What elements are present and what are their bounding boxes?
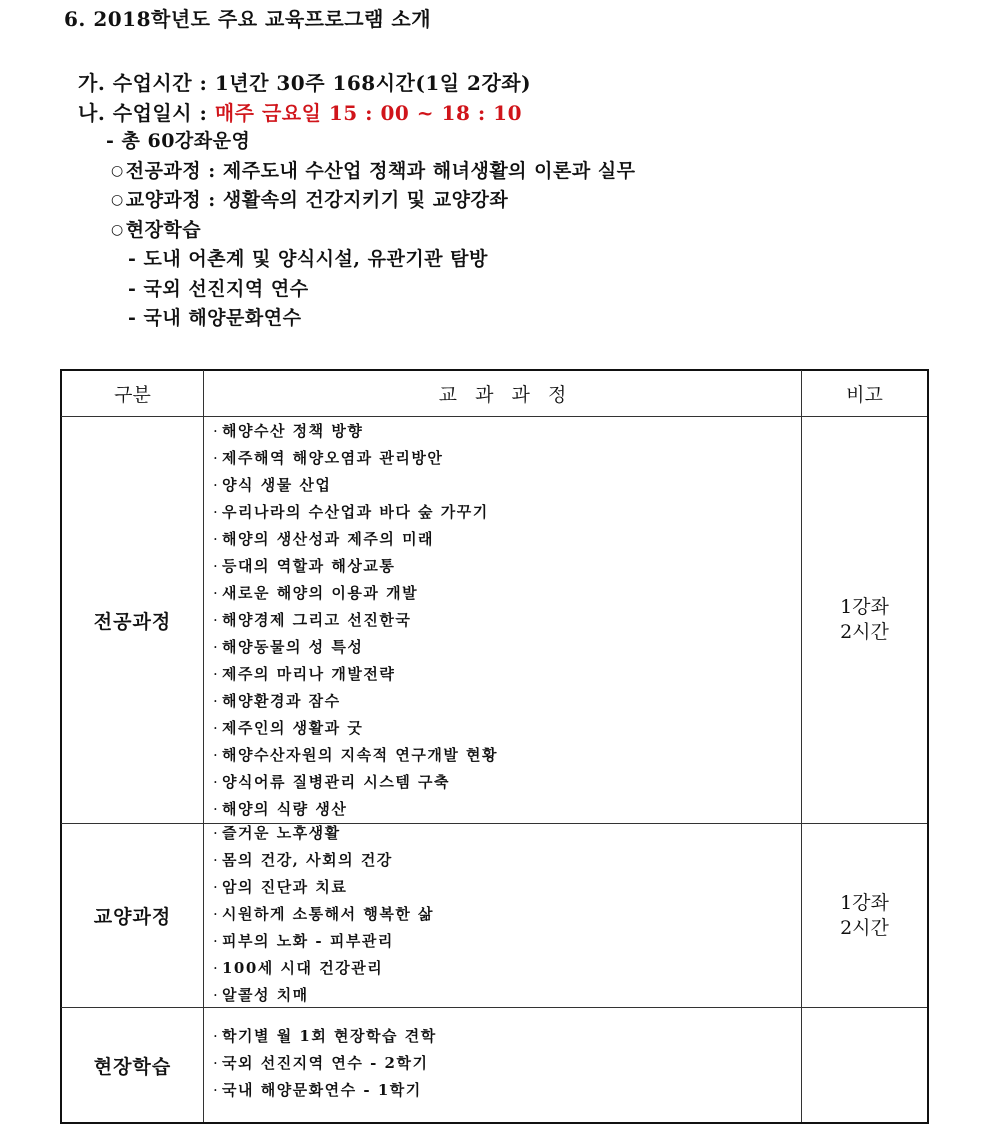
course-item: · 학기별 월 1회 현장학습 견학 <box>213 1023 437 1050</box>
dot-bullet-icon: · <box>213 824 220 842</box>
dot-bullet-icon: · <box>213 665 220 683</box>
course-item: · 해양의 생산성과 제주의 미래 <box>213 526 498 553</box>
class-schedule-label: 나. 수업일시 : <box>78 101 215 125</box>
note-major <box>802 417 927 823</box>
course-list-major <box>213 418 498 823</box>
course-item: · 해양수산 정책 방향 <box>213 418 498 445</box>
dot-bullet-icon: · <box>213 692 220 710</box>
course-item: · 시원하게 소통해서 행복한 삶 <box>213 901 434 928</box>
course-item: · 즐거운 노후생활 <box>213 820 434 847</box>
summary-general-text: 교양과정 : 생활속의 건강지키기 및 교양강좌 <box>125 189 509 211</box>
summary-field-text: 현장학습 <box>125 219 202 241</box>
category-major: 전공과정 <box>93 610 172 633</box>
course-item: · 국외 선진지역 연수 - 2학기 <box>213 1050 437 1077</box>
dot-bullet-icon: · <box>213 530 220 548</box>
dot-bullet-icon: · <box>213 611 220 629</box>
category-field: 현장학습 <box>93 1055 172 1078</box>
circle-bullet-icon: ○ <box>111 192 124 208</box>
course-list-field <box>213 1023 437 1104</box>
course-item: · 국내 해양문화연수 - 1학기 <box>213 1077 437 1104</box>
field-trip-item: - 국내 해양문화연수 <box>128 307 302 329</box>
course-item: · 해양수산자원의 지속적 연구개발 현황 <box>213 742 498 769</box>
circle-bullet-icon: ○ <box>111 222 124 238</box>
dot-bullet-icon: · <box>213 1054 220 1072</box>
header-note: 비고 <box>846 384 883 406</box>
note-lectures: 1강좌 <box>840 596 889 618</box>
header-curriculum: 교 과 과 정 <box>438 384 567 406</box>
dot-bullet-icon: · <box>213 878 220 896</box>
note-lectures: 1강좌 <box>840 891 889 914</box>
note-general <box>802 824 927 1007</box>
summary-field <box>111 215 201 242</box>
dot-bullet-icon: · <box>213 959 220 977</box>
dot-bullet-icon: · <box>213 503 220 521</box>
class-time-label: 가. 수업시간 : <box>78 71 215 95</box>
course-item: · 암의 진단과 치료 <box>213 874 434 901</box>
course-item: · 알콜성 치매 <box>213 982 434 1009</box>
course-item: · 양식어류 질병관리 시스템 구축 <box>213 769 498 796</box>
course-list-general <box>213 820 434 1009</box>
summary-general <box>111 185 508 212</box>
dot-bullet-icon: · <box>213 557 220 575</box>
dot-bullet-icon: · <box>213 638 220 656</box>
dot-bullet-icon: · <box>213 800 220 818</box>
dot-bullet-icon: · <box>213 851 220 869</box>
dot-bullet-icon: · <box>213 932 220 950</box>
course-item: · 피부의 노화 - 피부관리 <box>213 928 434 955</box>
note-hours: 2시간 <box>840 916 889 939</box>
course-item: · 제주해역 해양오염과 관리방안 <box>213 445 498 472</box>
header-category: 구분 <box>114 384 151 406</box>
dot-bullet-icon: · <box>213 773 220 791</box>
note-field <box>802 1008 927 1122</box>
class-schedule-line <box>78 97 522 126</box>
course-item: · 해양환경과 잠수 <box>213 688 498 715</box>
dot-bullet-icon: · <box>213 905 220 923</box>
dot-bullet-icon: · <box>213 986 220 1004</box>
class-time-value: 1년간 30주 168시간(1일 2강좌) <box>214 71 532 95</box>
dot-bullet-icon: · <box>213 1081 220 1099</box>
course-item: · 해양동물의 성 특성 <box>213 634 498 661</box>
dot-bullet-icon: · <box>213 719 220 737</box>
course-item: · 제주의 마리나 개발전략 <box>213 661 498 688</box>
course-item: · 우리나라의 수산업과 바다 숲 가꾸기 <box>213 499 498 526</box>
dot-bullet-icon: · <box>213 746 220 764</box>
note-hours: 2시간 <box>840 621 889 643</box>
course-item: · 몸의 건강, 사회의 건강 <box>213 847 434 874</box>
dot-bullet-icon: · <box>213 1027 220 1045</box>
course-item: · 새로운 해양의 이용과 개발 <box>213 580 498 607</box>
summary-major-text: 전공과정 : 제주도내 수산업 정책과 해녀생활의 이론과 실무 <box>125 160 636 182</box>
class-time-line <box>78 67 531 96</box>
page-title: 6. 2018학년도 주요 교육프로그램 소개 <box>64 7 432 31</box>
course-item: · 해양경제 그리고 선진한국 <box>213 607 498 634</box>
category-general: 교양과정 <box>93 906 172 928</box>
course-item: · 제주인의 생활과 굿 <box>213 715 498 742</box>
circle-bullet-icon: ○ <box>111 163 124 179</box>
field-trip-item: - 국외 선진지역 연수 <box>128 278 309 300</box>
dot-bullet-icon: · <box>213 476 220 494</box>
dot-bullet-icon: · <box>213 449 220 467</box>
course-item: · 양식 생물 산업 <box>213 472 498 499</box>
class-schedule-value: 매주 금요일 15 : 00 ~ 18 : 10 <box>214 101 522 125</box>
dot-bullet-icon: · <box>213 584 220 602</box>
course-item: · 100세 시대 건강관리 <box>213 955 434 982</box>
column-divider <box>203 370 204 1122</box>
summary-major <box>111 156 636 183</box>
dot-bullet-icon: · <box>213 422 220 440</box>
course-item: · 해양의 식량 생산 <box>213 796 498 823</box>
course-item: · 등대의 역할과 해상교통 <box>213 553 498 580</box>
total-lectures: - 총 60강좌운영 <box>106 130 251 152</box>
field-trip-item: - 도내 어촌계 및 양식시설, 유관기관 탐방 <box>128 248 488 270</box>
